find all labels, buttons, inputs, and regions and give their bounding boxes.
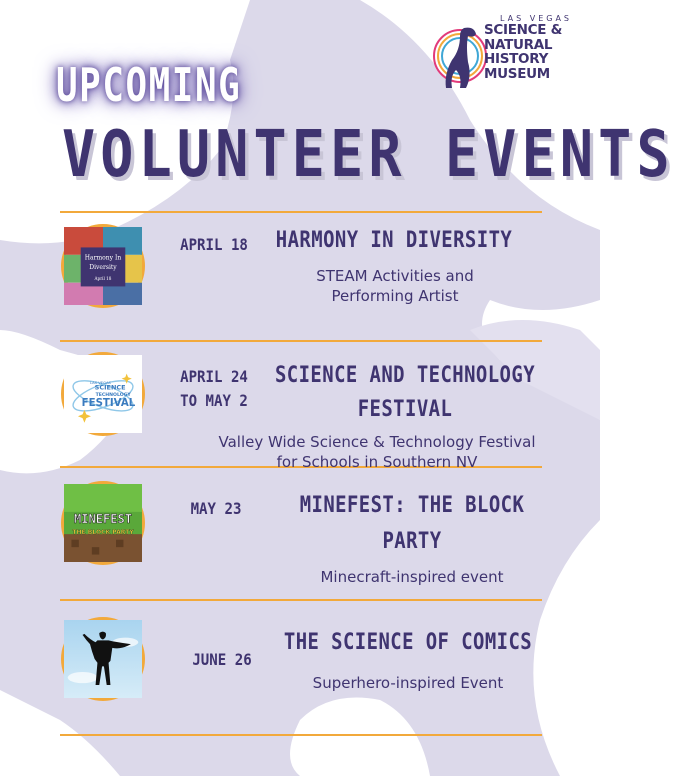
event-description-line2: Performing Artist xyxy=(331,287,459,305)
divider xyxy=(60,340,542,342)
thumb-harmony-line3: April 18 xyxy=(94,275,112,281)
event-date: JUNE 26 xyxy=(192,650,252,669)
thumb-minefest-line2: THE BLOCK PARTY xyxy=(72,529,134,537)
logo-las-vegas: LAS VEGAS xyxy=(500,14,573,23)
thumb-harmony-line2: Diversity xyxy=(89,263,117,271)
divider xyxy=(60,211,542,213)
event-title-line1: SCIENCE AND TECHNOLOGY xyxy=(274,363,536,388)
logo-line-museum: MUSEUM xyxy=(484,65,550,82)
event-title-line2: PARTY xyxy=(382,529,442,554)
logo-line-science: SCIENCE & xyxy=(484,22,563,38)
logo-line-natural: NATURAL xyxy=(484,36,553,53)
event-title: THE SCIENCE OF COMICS xyxy=(283,630,533,655)
event-description-line1: STEAM Activities and xyxy=(316,267,474,285)
event-date: MAY 23 xyxy=(190,499,242,518)
event-date: APRIL 18 xyxy=(180,235,248,254)
event-description: Minecraft-inspired event xyxy=(320,568,504,586)
thumb-festival-line1: LAS VEGAS xyxy=(90,380,111,385)
dinosaur-logo-icon xyxy=(430,16,490,96)
event-description-line1: Valley Wide Science & Technology Festival xyxy=(218,433,536,451)
event-thumbnail-minefest xyxy=(61,481,145,565)
event-date-line1: APRIL 24 xyxy=(180,367,248,386)
divider xyxy=(60,734,542,736)
event-thumbnail-harmony xyxy=(61,224,145,308)
event-title-line1: MINEFEST: THE BLOCK xyxy=(299,493,525,518)
science-festival-logo-image xyxy=(64,355,142,433)
heading-upcoming: UPCOMING xyxy=(56,58,242,112)
event-description: Superhero-inspired Event xyxy=(312,674,504,692)
event-thumbnail-science-festival xyxy=(61,352,145,436)
event-title: HARMONY IN DIVERSITY xyxy=(275,228,513,253)
thumb-minefest-line1: MINEFEST xyxy=(73,512,133,526)
event-date-line2: TO MAY 2 xyxy=(180,391,248,410)
museum-logo xyxy=(430,14,588,106)
divider xyxy=(60,599,542,601)
thumb-festival-line2: SCIENCE xyxy=(94,383,126,392)
logo-line-history: HISTORY xyxy=(484,51,549,67)
thumb-festival-line4: FESTIVAL xyxy=(81,398,136,410)
thumb-festival-line3: TECHNOLOGY xyxy=(95,392,131,398)
minefest-logo-image xyxy=(64,484,142,562)
harmony-collage-image xyxy=(64,227,142,305)
thumb-harmony-line1: Harmony In xyxy=(84,254,122,262)
event-description-line2: for Schools in Southern NV xyxy=(276,453,478,471)
event-title-line2: FESTIVAL xyxy=(357,397,453,422)
heading-volunteer-events: VOLUNTEER EVENTS xyxy=(62,118,675,192)
superhero-silhouette-image xyxy=(64,620,142,698)
event-thumbnail-comics xyxy=(61,617,145,701)
